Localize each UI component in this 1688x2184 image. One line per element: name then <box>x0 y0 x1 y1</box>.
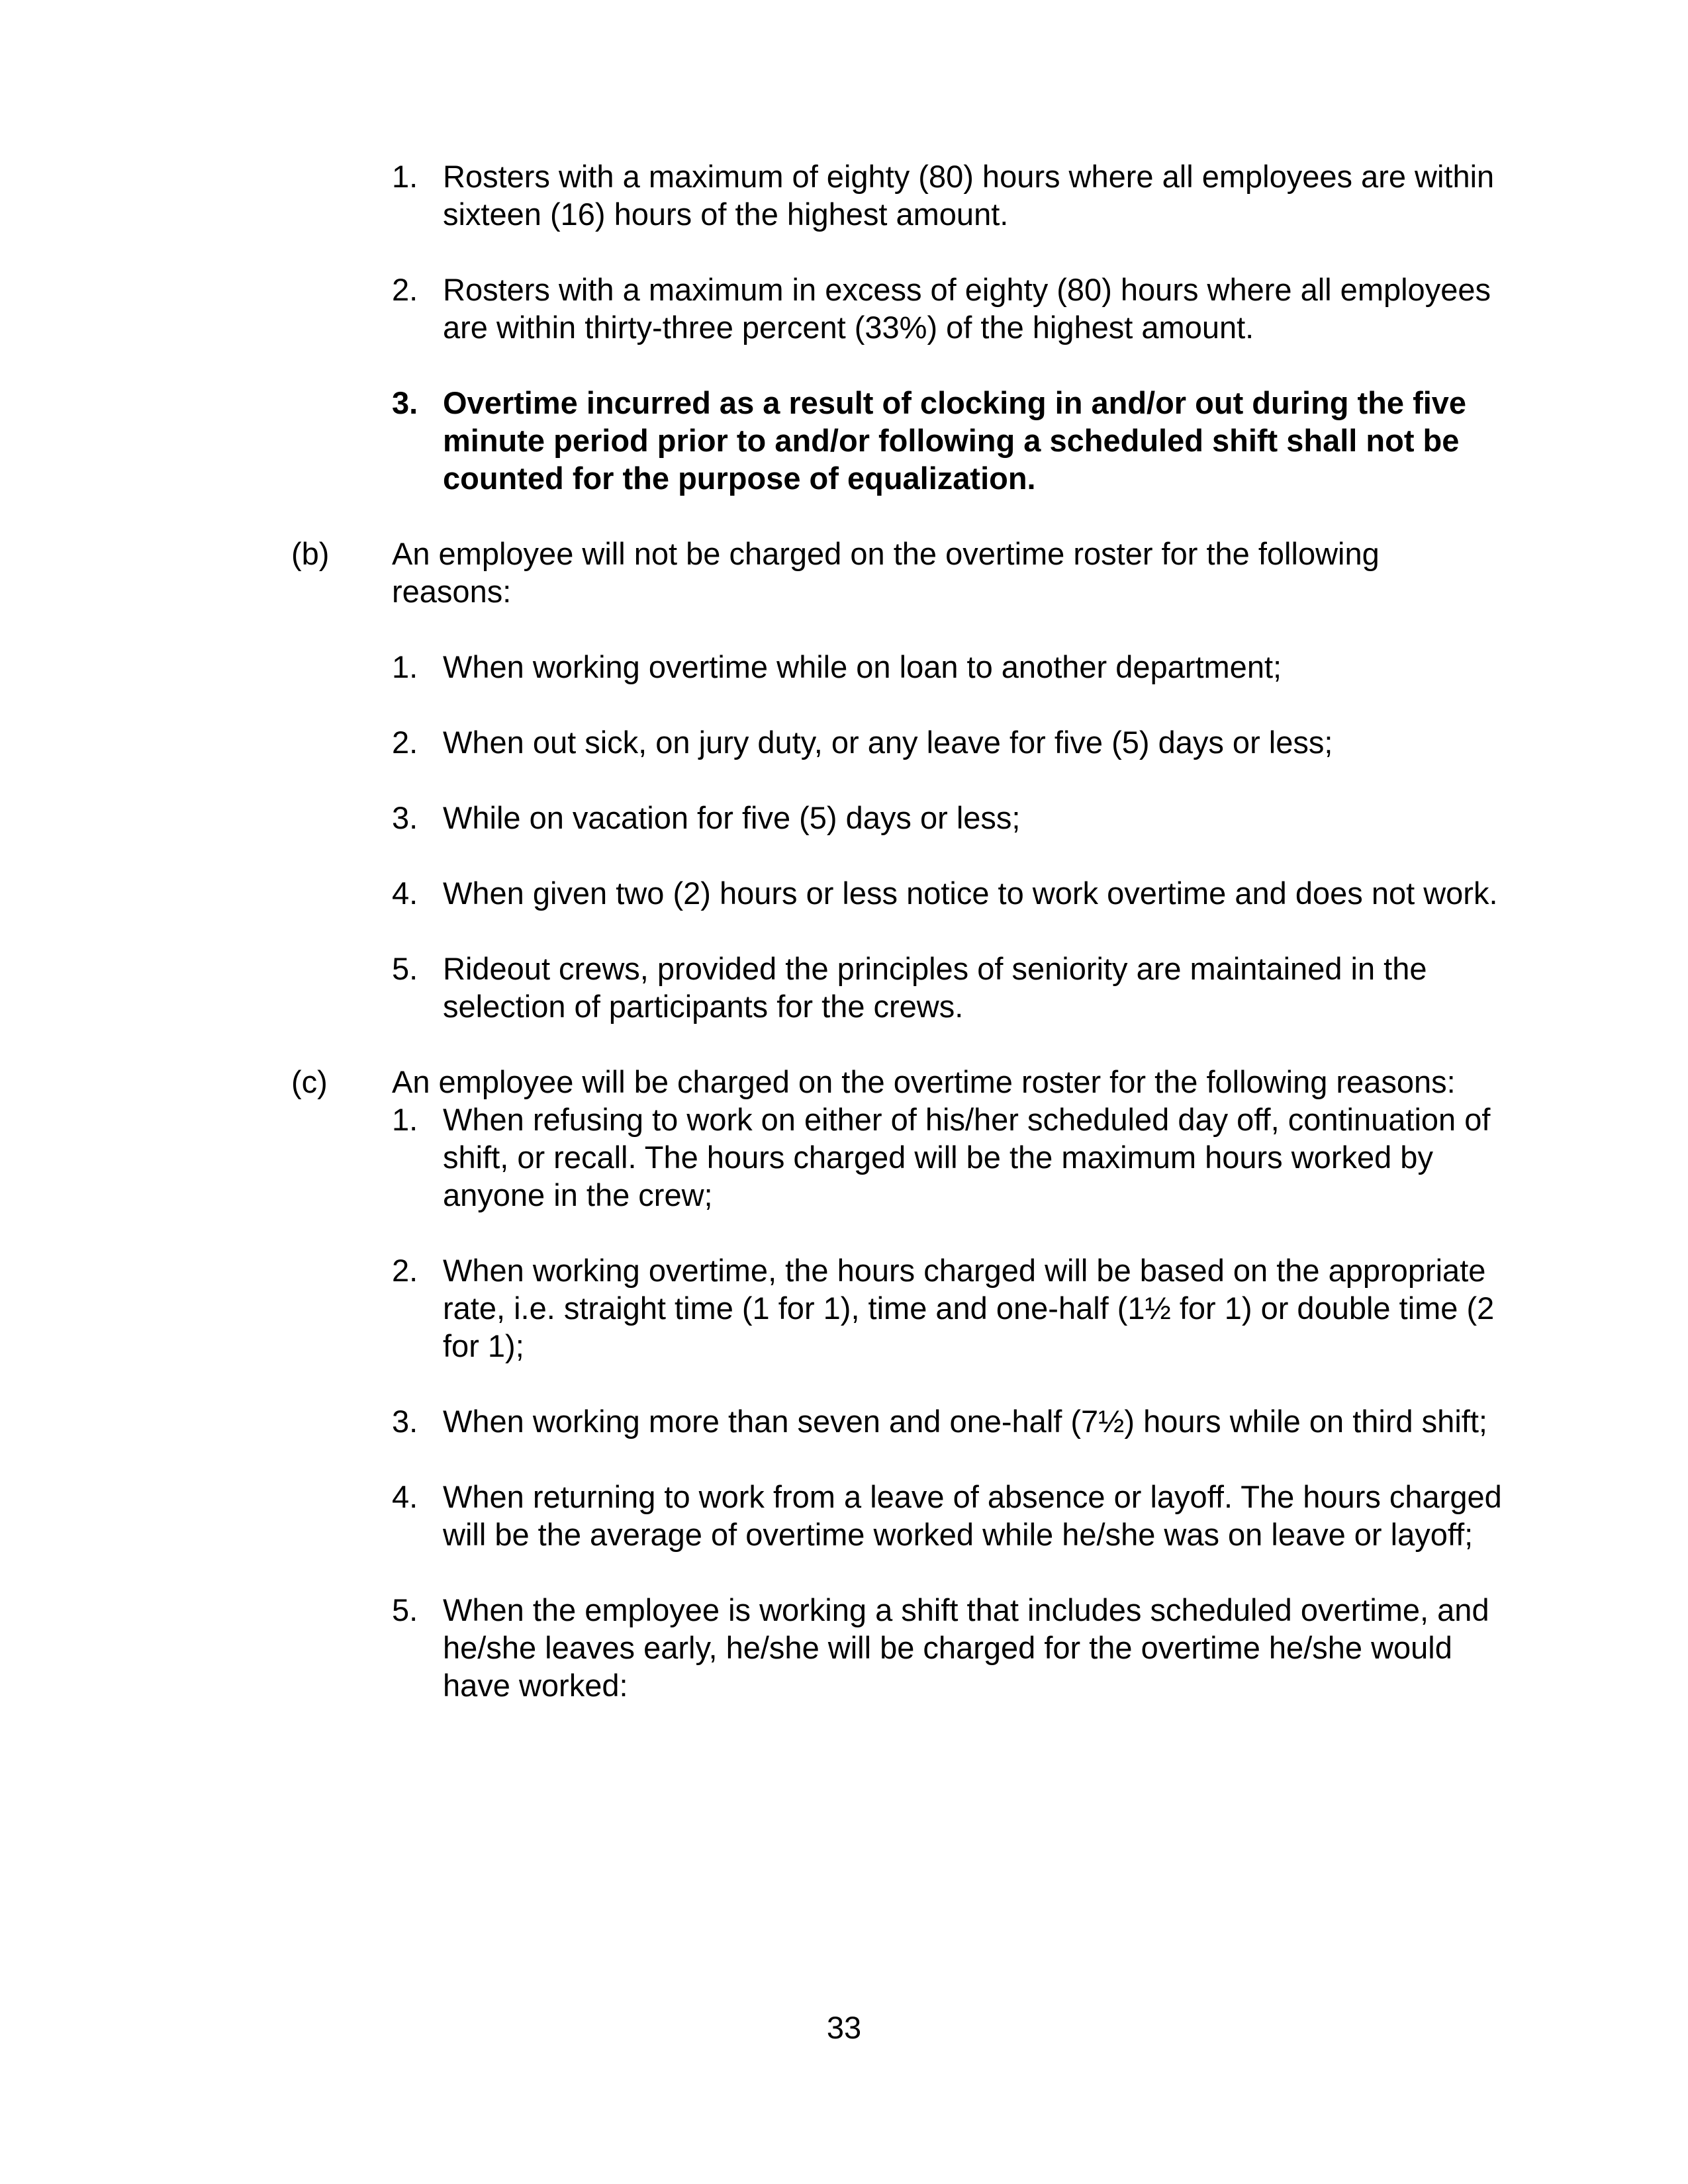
page-number: 33 <box>826 2010 862 2045</box>
list-text: When working overtime while on loan to another department; <box>443 649 1282 684</box>
list-text: When returning to work from a leave of absence or layoff. The hours charged will be the average of overtime worked while he/she was on leave or layoff; <box>443 1479 1502 1552</box>
list-text: Rideout crews, provided the principles of seniority are maintained in the selection of participants for the crews. <box>443 951 1427 1024</box>
list-text: Overtime incurred as a result of clocking in and/or out during the five minute period prior to and/or following a scheduled shift shall not be counted for the purpose of equalization. <box>443 385 1467 496</box>
list-item-a3 <box>291 384 1503 497</box>
list-number: 2. <box>392 1253 418 1288</box>
list-text: When working more than seven and one-half (7½) hours while on third shift; <box>443 1404 1487 1439</box>
section-letter: (b) <box>291 536 330 571</box>
list-text: When out sick, on jury duty, or any leave for five (5) days or less; <box>443 725 1333 760</box>
list-item-c3 <box>291 1402 1503 1440</box>
section-c-heading <box>291 1063 1503 1101</box>
list-number: 1. <box>392 1102 418 1137</box>
list-text: When refusing to work on either of his/her scheduled day off, continuation of shift, or recall. The hours charged will be the maximum hours worked by anyone in the crew; <box>443 1102 1491 1212</box>
list-item-a2 <box>291 271 1503 346</box>
list-item-b4 <box>291 874 1503 912</box>
list-item-c2 <box>291 1251 1503 1365</box>
list-number: 5. <box>392 1592 418 1627</box>
list-number: 3. <box>392 800 418 835</box>
list-number: 2. <box>392 272 418 307</box>
list-text: When working overtime, the hours charged will be based on the appropriate rate, i.e. straight time (1 for 1), time and one-half (1½ for 1) or double time (2 for 1); <box>443 1253 1495 1363</box>
list-item-c1 <box>291 1101 1503 1214</box>
list-item-b5 <box>291 950 1503 1025</box>
section-text: An employee will be charged on the overtime roster for the following reasons: <box>392 1064 1456 1099</box>
list-number: 4. <box>392 876 418 911</box>
list-text: Rosters with a maximum in excess of eighty (80) hours where all employees are within thirty-three percent (33%) of the highest amount. <box>443 272 1491 345</box>
page-content <box>291 158 1503 1704</box>
list-text: Rosters with a maximum of eighty (80) hours where all employees are within sixteen (16) hours of the highest amount. <box>443 159 1495 232</box>
list-number: 1. <box>392 649 418 684</box>
list-number: 2. <box>392 725 418 760</box>
section-letter: (c) <box>291 1064 328 1099</box>
list-item-b3 <box>291 799 1503 837</box>
list-number: 1. <box>392 159 418 194</box>
list-item-c5 <box>291 1591 1503 1704</box>
section-text: An employee will not be charged on the overtime roster for the following reasons: <box>392 536 1380 609</box>
list-item-b1 <box>291 648 1503 686</box>
list-number: 4. <box>392 1479 418 1514</box>
list-item-b2 <box>291 723 1503 761</box>
list-item-c4 <box>291 1478 1503 1553</box>
list-number: 3. <box>392 385 418 420</box>
list-item-a1 <box>291 158 1503 233</box>
list-text: While on vacation for five (5) days or less; <box>443 800 1021 835</box>
list-number: 5. <box>392 951 418 986</box>
section-b-heading <box>291 535 1503 610</box>
list-text: When given two (2) hours or less notice to work overtime and does not work. <box>443 876 1498 911</box>
list-number: 3. <box>392 1404 418 1439</box>
list-text: When the employee is working a shift that includes scheduled overtime, and he/she leaves early, he/she will be charged for the overtime he/she would have worked: <box>443 1592 1489 1703</box>
